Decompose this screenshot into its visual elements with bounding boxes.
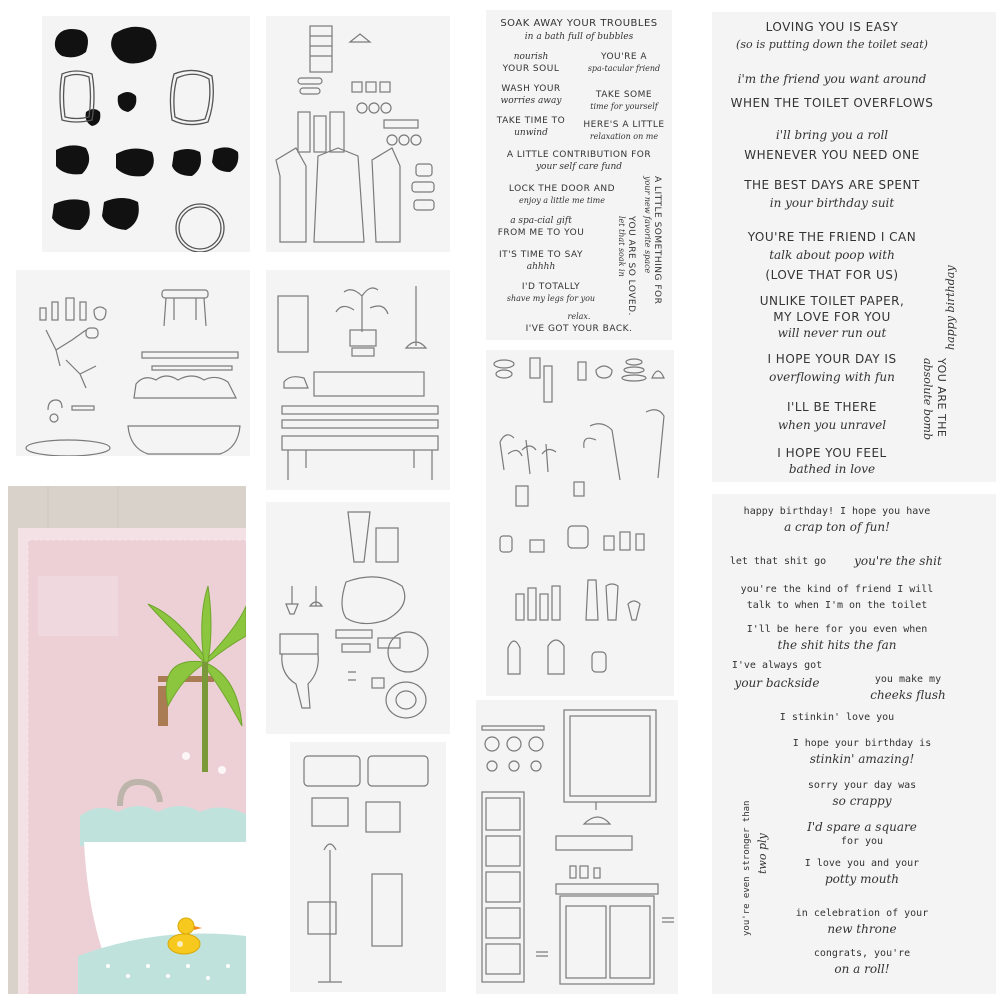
sentiment: time for yourself (590, 102, 658, 111)
shape-stamp-sheet (42, 16, 250, 252)
vertical-sentiment: A LITTLE SOMETHING FOR (652, 176, 662, 305)
sentiment: YOUR SOUL (502, 64, 560, 74)
sentiment: (so is putting down the toilet seat) (736, 38, 928, 51)
sentiment: shave my legs for you (506, 294, 596, 303)
sample-card-illustration (8, 486, 246, 994)
sentiment: for you (840, 836, 884, 847)
sentiment: IT'S TIME TO SAY (499, 250, 583, 260)
sentiment: FROM ME TO YOU (497, 228, 585, 238)
sentiment: HERE'S A LITTLE (583, 120, 665, 130)
sentiment: SOAK AWAY YOUR TROUBLES (500, 18, 658, 29)
sentiment: I hope your birthday is (792, 738, 932, 749)
sentiment: relax. (567, 312, 591, 321)
sentiment: I'VE GOT YOUR BACK. (525, 324, 633, 334)
sentiment: LOCK THE DOOR AND (508, 184, 616, 194)
vertical-sentiment: your new favorite space (643, 176, 652, 274)
sentiment: MY LOVE FOR YOU (773, 310, 891, 324)
sentiment: happy birthday! I hope you have (743, 506, 931, 517)
sentiment: WHEN THE TOILET OVERFLOWS (730, 96, 934, 110)
decor-dies (486, 350, 674, 696)
vertical-sentiment: let that soak in (617, 216, 626, 277)
sentiment: I HOPE YOUR DAY IS (767, 352, 897, 366)
sentiment: new throne (827, 922, 897, 936)
vertical-sentiment: absolute bomb (921, 358, 934, 441)
bathtub-dies (16, 270, 250, 456)
sentiment: congrats, you're (813, 948, 911, 959)
sentiment: I HOPE YOU FEEL (777, 446, 887, 460)
toilet-humor-sentiment-sheet (712, 12, 996, 482)
sentiment: you're the shit (854, 554, 942, 568)
sentiment: in a bath full of bubbles (524, 32, 634, 42)
sentiment: your self care fund (535, 162, 623, 172)
sentiment: WASH YOUR (501, 84, 561, 94)
sentiment: you make my (874, 674, 942, 685)
bench-plant-die-sheet (266, 270, 450, 490)
sentiment: nourish (513, 52, 549, 62)
robe-die-sheet (266, 16, 450, 252)
sentiment: WHENEVER YOU NEED ONE (744, 148, 920, 162)
sentiment: on a roll! (834, 962, 890, 976)
sentiment: I love you and your (804, 858, 920, 869)
sentiment: let that shit go (729, 556, 827, 567)
sentiment: spa-tacular friend (587, 64, 661, 73)
sentiment: in celebration of your (795, 908, 929, 919)
sentiment: I'd spare a square (807, 820, 917, 834)
vertical-sentiment: YOU ARE SO LOVED. (626, 216, 636, 316)
sentiment: overflowing with fun (769, 370, 895, 384)
sentiment: the shit hits the fan (777, 638, 897, 652)
sentiment: you're the kind of friend I will (740, 584, 934, 595)
sentiment: a spa-cial gift (510, 216, 572, 226)
potty-mouth-sentiment-sheet (712, 494, 996, 994)
sentiment: cheeks flush (870, 688, 946, 702)
sentiment: potty mouth (824, 872, 900, 886)
sentiment: will never run out (777, 326, 887, 340)
sentiment: so crappy (832, 794, 892, 808)
sentiment: talk to when I'm on the toilet (746, 600, 928, 611)
robe-dies (266, 16, 450, 252)
sentiment: stinkin' amazing! (809, 752, 915, 766)
sentiment: sorry your day was (807, 780, 917, 791)
sentiment: I've always got (731, 660, 823, 671)
sentiment: worries away (500, 96, 562, 106)
vertical-sentiment: YOU ARE THE (935, 358, 948, 438)
towel-rack-dies (290, 742, 446, 992)
sentiment: TAKE SOME (595, 90, 653, 100)
vertical-sentiment: you're even stronger than (742, 800, 752, 936)
shape-stamps (42, 16, 250, 252)
decor-die-sheet (486, 350, 674, 696)
sentiment: enjoy a little me time (519, 196, 605, 205)
sentiment: talk about poop with (769, 248, 895, 262)
cabinet-dies (476, 700, 678, 994)
sentiment: I'D TOTALLY (521, 282, 581, 292)
vertical-sentiment: happy birthday (944, 265, 957, 350)
sentiment: i'm the friend you want around (737, 72, 927, 86)
spa-sentiment-sheet (486, 10, 672, 340)
bathtub-die-sheet (16, 270, 250, 456)
sentiment: I'LL BE THERE (786, 400, 877, 414)
sentiment: in your birthday suit (769, 196, 895, 210)
cabinet-die-sheet (476, 700, 678, 994)
toilet-dies (266, 502, 450, 734)
sentiment: bathed in love (788, 462, 876, 476)
sentiment: LOVING YOU IS EASY (765, 20, 899, 34)
towel-rack-die-sheet (290, 742, 446, 992)
sentiment: your backside (734, 676, 820, 690)
sentiment: relaxation on me (589, 132, 659, 141)
bench-plant-dies (266, 270, 450, 490)
sentiment: when you unravel (777, 418, 887, 432)
sentiment: A LITTLE CONTRIBUTION FOR (506, 150, 652, 160)
sample-card-photo (8, 486, 246, 994)
sentiment: I'll be here for you even when (746, 624, 928, 635)
sentiment: UNLIKE TOILET PAPER, (759, 294, 905, 308)
sentiment: ahhhh (526, 262, 556, 272)
sentiment: YOU'RE THE FRIEND I CAN (747, 230, 917, 244)
sentiment: i'll bring you a roll (775, 128, 889, 142)
sentiment: TAKE TIME TO (496, 116, 566, 126)
vertical-sentiment: two ply (756, 833, 769, 874)
sentiment: I stinkin' love you (779, 712, 895, 723)
sentiment: THE BEST DAYS ARE SPENT (744, 178, 920, 192)
sentiment: unwind (514, 128, 548, 138)
sentiment: YOU'RE A (600, 52, 648, 62)
sentiment: (LOVE THAT FOR US) (765, 268, 899, 282)
sentiment: a crap ton of fun! (784, 520, 890, 534)
toilet-die-sheet (266, 502, 450, 734)
